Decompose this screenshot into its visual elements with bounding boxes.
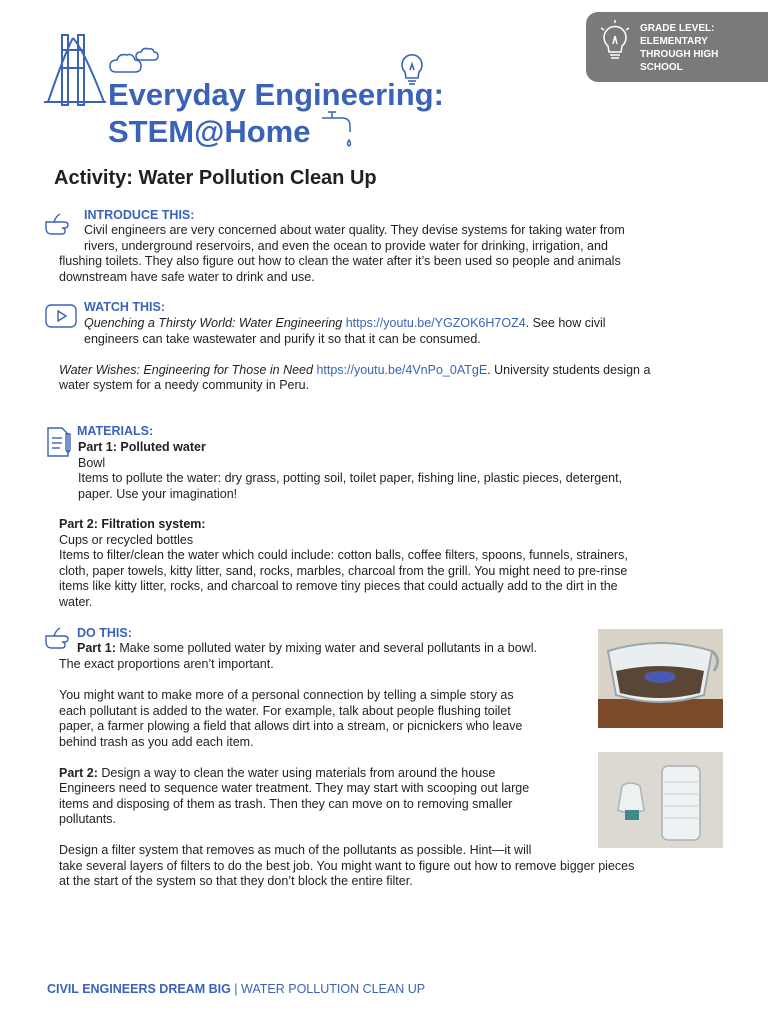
footer-separator: | bbox=[230, 982, 242, 996]
clouds-icon bbox=[110, 48, 158, 72]
materials-part2-heading: Part 2: Filtration system: bbox=[59, 517, 206, 531]
do-part2-d: pollutants. bbox=[59, 812, 116, 826]
video1-desc-line2: engineers can take wastewater and purify it so that it can be consumed. bbox=[84, 331, 481, 346]
footer-brand: CIVIL ENGINEERS DREAM BIG bbox=[47, 982, 231, 996]
introduce-line3: flushing toilets. They also figure out how to clean the water after it’s been used so people and animals bbox=[59, 254, 621, 268]
footer-topic: WATER POLLUTION CLEAN UP bbox=[241, 982, 426, 996]
introduce-line1: Civil engineers are very concerned about water quality. They devise systems for taking water from bbox=[84, 223, 625, 237]
grade-lightbulb-icon bbox=[598, 18, 632, 64]
grade-level-text: GRADE LEVEL: ELEMENTARY THROUGH HIGH SCHOOL bbox=[640, 23, 719, 73]
video1-desc: . See how civil bbox=[525, 316, 606, 330]
do-para4-a: Design a filter system that removes as much of the pollutants as possible. Hint—it will bbox=[59, 843, 532, 857]
pointing-hand-icon bbox=[44, 208, 78, 238]
document-list-icon bbox=[44, 424, 74, 460]
video1-link[interactable]: https://youtu.be/YGZOK6H7OZ4 bbox=[345, 316, 526, 330]
materials-part2-item2a: Items to filter/clean the water which could include: cotton balls, coffee filters, spoons, funnels, strainers, bbox=[59, 548, 628, 562]
do-para2-a: You might want to make more of a personal connection by telling a simple story as bbox=[59, 688, 514, 702]
plastic-bottles-photo bbox=[598, 752, 723, 848]
materials-part1-item2b: paper. Use your imagination! bbox=[78, 486, 238, 501]
introduce-heading: INTRODUCE THIS: bbox=[84, 208, 195, 222]
video1-title: Quenching a Thirsty World: Water Engineering bbox=[84, 316, 343, 330]
video2-desc-line2: water system for a needy community in Peru. bbox=[59, 378, 310, 392]
video2-line bbox=[59, 363, 650, 379]
pointing-hand-icon-2 bbox=[44, 626, 78, 656]
do-part2-text: Design a way to clean the water using materials from around the house bbox=[97, 765, 496, 780]
video1-line bbox=[84, 316, 606, 332]
materials-part1-item2a: Items to pollute the water: dry grass, potting soil, toilet paper, fishing line, plastic pieces, detergent, bbox=[78, 471, 623, 485]
activity-title: Activity: Water Pollution Clean Up bbox=[54, 167, 377, 189]
watch-heading: WATCH THIS: bbox=[84, 300, 166, 314]
video2-title: Water Wishes: Engineering for Those in Need bbox=[59, 362, 313, 377]
bridge-icon bbox=[44, 35, 106, 105]
do-this-heading: DO THIS: bbox=[77, 626, 132, 640]
introduce-line2: rivers, underground reservoirs, and even the ocean to provide water for drinking, irrigation, and bbox=[84, 238, 608, 253]
do-part1-line1 bbox=[77, 641, 537, 657]
materials-part2-item2c: items like kitty litter, rocks, and charcoal to remove tiny pieces that could actually add to the dirt in the bbox=[59, 579, 618, 593]
do-part1-text: Make some polluted water by mixing water and several pollutants in a bowl. bbox=[115, 641, 537, 655]
do-part1-label: Part 1: bbox=[77, 641, 116, 655]
do-para4-b: take several layers of filters to do the best job. You might want to figure out how to remove bigger pieces bbox=[59, 858, 635, 873]
do-part2-label: Part 2: bbox=[59, 765, 98, 780]
faucet-icon bbox=[322, 112, 351, 146]
video2-link[interactable]: https://youtu.be/4VnPo_0ATgE bbox=[316, 362, 488, 377]
materials-part2-item2b: cloth, paper towels, kitty litter, sand, rocks, marbles, charcoal from the grill. You might need to pre-rinse bbox=[59, 563, 628, 578]
do-part2-b: Engineers need to sequence water treatment. They may start with scooping out large bbox=[59, 781, 530, 795]
materials-part2-item2d: water. bbox=[59, 594, 93, 609]
footer bbox=[47, 982, 425, 996]
do-part2-line1 bbox=[59, 766, 495, 782]
polluted-water-bowl-photo bbox=[598, 629, 723, 728]
materials-part1-heading: Part 1: Polluted water bbox=[78, 440, 206, 454]
video2-desc: . University students design a bbox=[487, 362, 651, 377]
materials-part1-item1: Bowl bbox=[78, 455, 106, 470]
introduce-line4: downstream have safe water to drink and use. bbox=[59, 269, 315, 284]
materials-part2-item1: Cups or recycled bottles bbox=[59, 532, 194, 547]
do-para2-d: behind trash as you add each item. bbox=[59, 734, 254, 749]
page-title-line1: Everyday Engineering: bbox=[108, 77, 444, 112]
page-title-line2: STEM@Home bbox=[108, 114, 311, 149]
do-para2-b: each pollutant is added to the water. For example, talk about people flushing toilet bbox=[59, 703, 511, 718]
do-part1-line2: The exact proportions aren’t important. bbox=[59, 656, 274, 671]
do-para4-c: at the start of the system so that they don’t block the entire filter. bbox=[59, 874, 413, 888]
materials-heading: MATERIALS: bbox=[77, 424, 154, 438]
do-para2-c: paper, a farmer plowing a field that allows dirt into a stream, or picnickers who leave bbox=[59, 719, 523, 733]
do-part2-c: items and disposing of them as trash. Then they can move on to removing smaller bbox=[59, 796, 513, 811]
play-video-icon bbox=[44, 302, 78, 332]
